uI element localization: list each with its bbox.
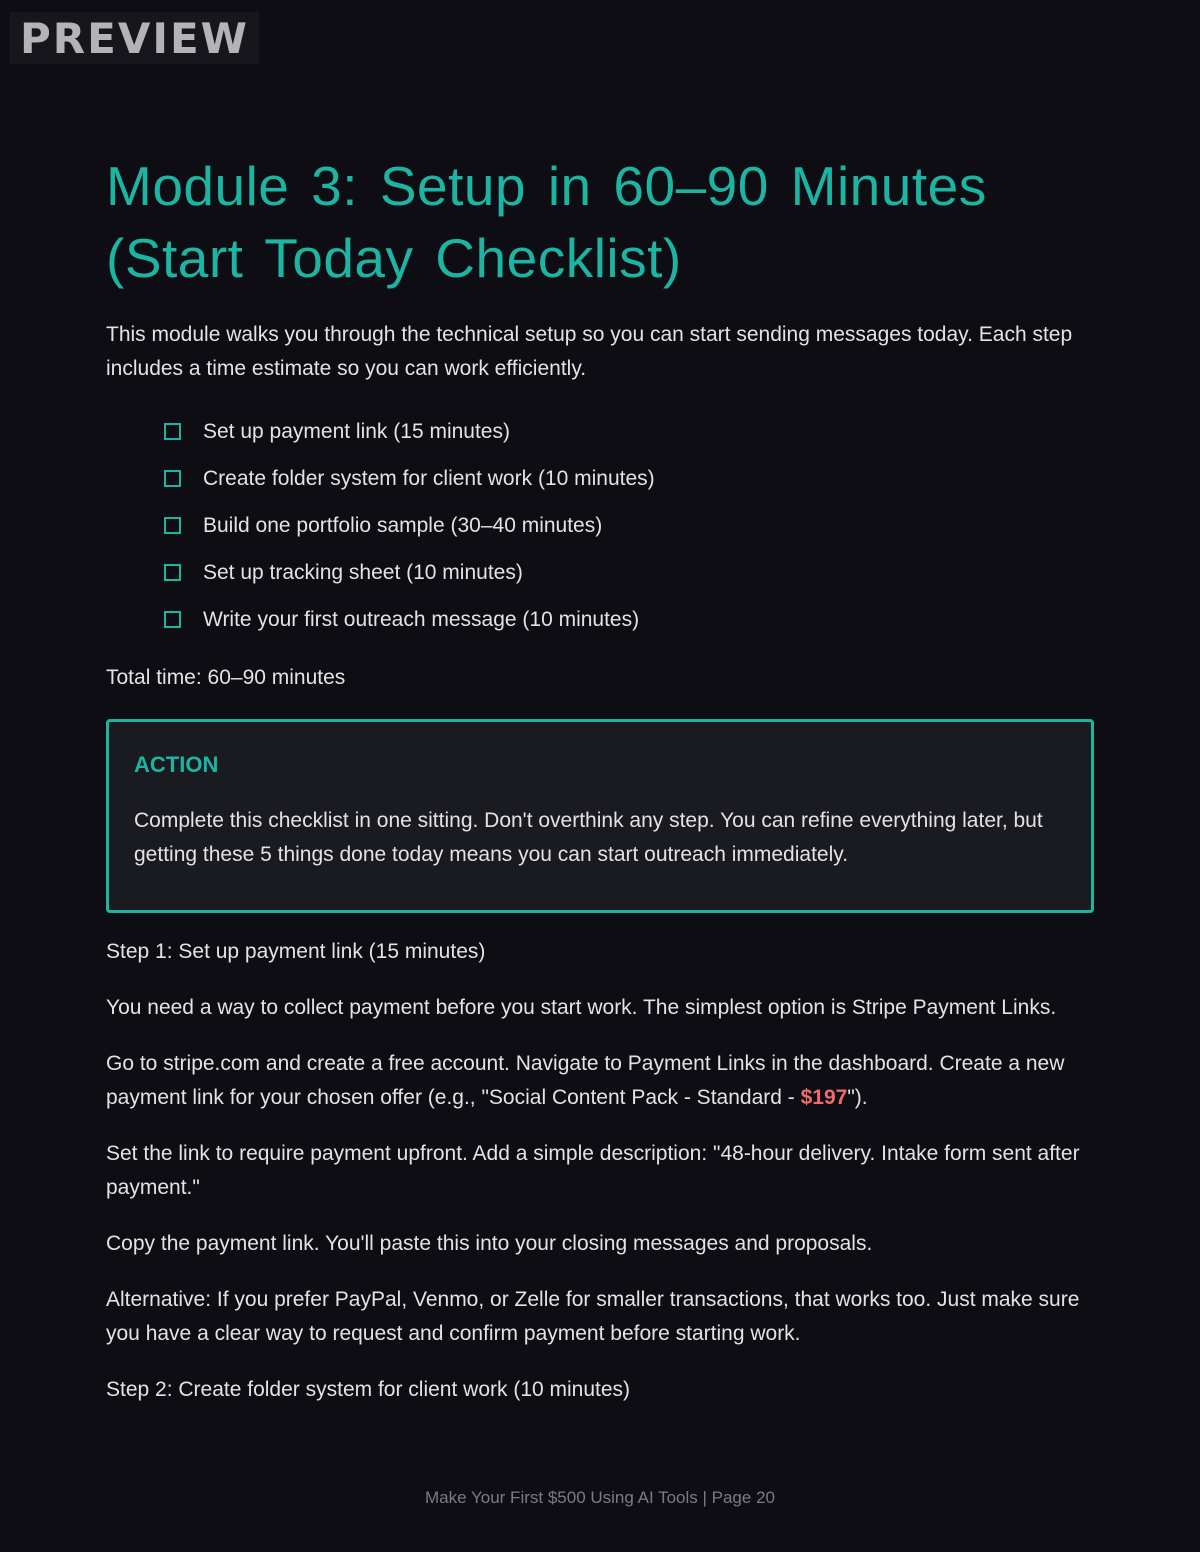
action-text: Complete this checklist in one sitting. Don't overthink any step. You can refine everything later, but getting these 5 things done today means you can start outreach immediately.	[134, 809, 1043, 866]
checklist-item-label: Create folder system for client work (10 minutes)	[203, 466, 655, 490]
checkbox-icon[interactable]	[164, 611, 181, 628]
action-callout	[106, 719, 1094, 913]
checklist-item-label: Build one portfolio sample (30–40 minutes)	[203, 513, 603, 537]
checklist-item[interactable]	[164, 549, 1094, 596]
checkbox-icon[interactable]	[164, 517, 181, 534]
setup-checklist	[106, 408, 1094, 643]
page-content	[106, 150, 1094, 1407]
step-1-paragraph-2	[106, 1047, 1094, 1115]
checklist-item-label: Write your first outreach message (10 minutes)	[203, 607, 640, 631]
total-time: Total time: 60–90 minutes	[106, 666, 346, 689]
step-1-paragraph-5: Alternative: If you prefer PayPal, Venmo, or Zelle for smaller transactions, that works too. Just make sure you have a clear way to request and confirm payment before starting work.	[106, 1288, 1080, 1345]
checklist-item[interactable]	[164, 502, 1094, 549]
intro-paragraph: This module walks you through the technical setup so you can start sending messages today. Each step includes a time estimate so you can work efficiently.	[106, 323, 1073, 380]
checkbox-icon[interactable]	[164, 470, 181, 487]
checklist-item[interactable]	[164, 596, 1094, 643]
checklist-item[interactable]	[164, 408, 1094, 455]
checklist-item-label: Set up tracking sheet (10 minutes)	[203, 560, 523, 584]
checkbox-icon[interactable]	[164, 564, 181, 581]
step-1-heading: Step 1: Set up payment link (15 minutes)	[106, 940, 486, 963]
price-highlight: $197	[800, 1086, 848, 1109]
action-label: ACTION	[134, 752, 219, 777]
checklist-item[interactable]	[164, 455, 1094, 502]
checkbox-icon[interactable]	[164, 423, 181, 440]
paragraph-text: Go to stripe.com and create a free account. Navigate to Payment Links in the dashboard. Create a new payment link for your chosen offer (e.g., "Social Content Pack - Standard -	[106, 1052, 1065, 1109]
step-1-paragraph-1: You need a way to collect payment before you start work. The simplest option is Stripe Payment Links.	[106, 996, 1057, 1019]
page-footer: Make Your First $500 Using AI Tools | Page 20	[425, 1488, 775, 1507]
title-line-1: Module 3: Setup in 60–90 Minutes	[106, 155, 987, 217]
step-1-paragraph-3: Set the link to require payment upfront. Add a simple description: "48-hour delivery. Intake form sent after payment."	[106, 1142, 1080, 1199]
step-1-paragraph-4: Copy the payment link. You'll paste this into your closing messages and proposals.	[106, 1232, 873, 1255]
preview-watermark: PREVIEW	[10, 12, 259, 64]
paragraph-text: ").	[847, 1086, 868, 1109]
module-title	[106, 150, 1094, 294]
title-line-2: (Start Today Checklist)	[106, 227, 682, 289]
checklist-item-label: Set up payment link (15 minutes)	[203, 419, 510, 443]
step-2-heading: Step 2: Create folder system for client work (10 minutes)	[106, 1378, 631, 1401]
